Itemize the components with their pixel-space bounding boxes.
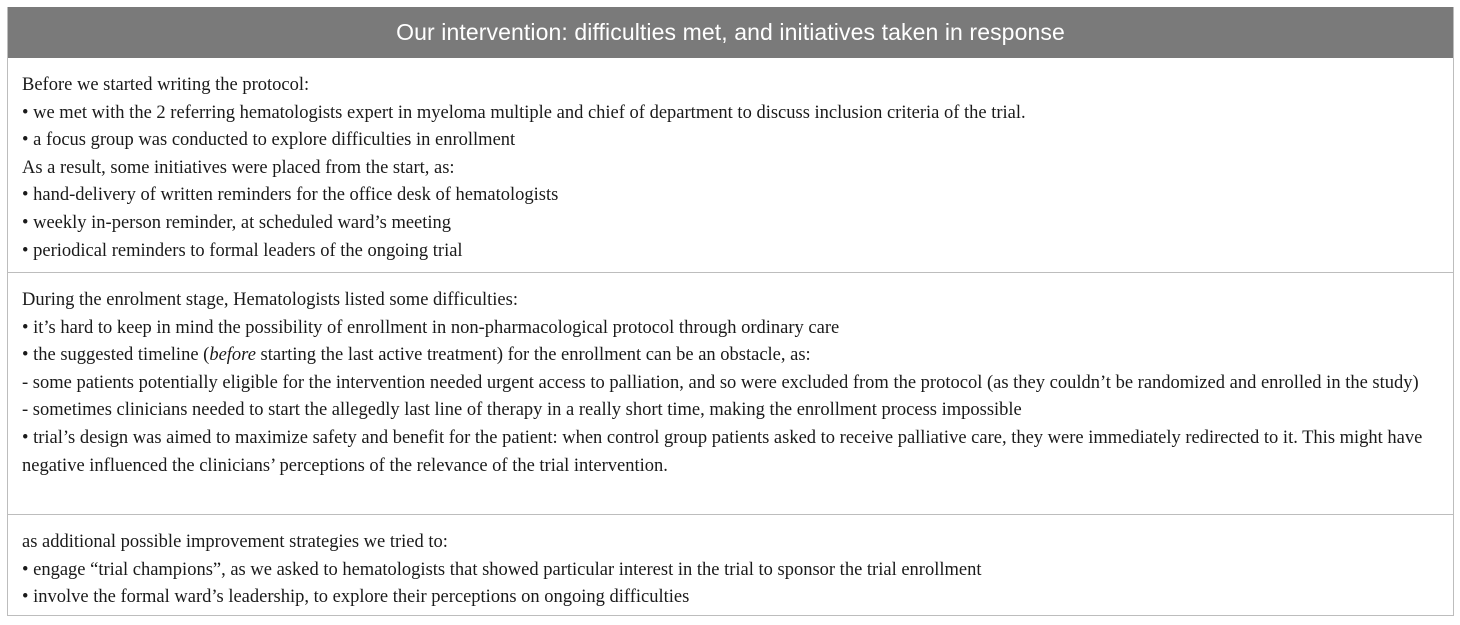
emphasis-text: before [209,345,256,366]
list-item [22,342,1439,370]
section-enrolment-difficulties [8,272,1453,514]
list-item: • it’s hard to keep in mind the possibility of enrollment in non-pharmacological protocol through ordinary care [22,317,840,338]
text-segment: • the suggested timeline ( [22,345,210,366]
section-result: As a result, some initiatives were placed from the start, as: [22,157,455,178]
sub-list-item: - some patients potentially eligible for the intervention needed urgent access to palliation, and so were excluded from the protocol (as they couldn’t be randomized and enrolled in the study) [22,372,1419,393]
section-intro: Before we started writing the protocol: [22,75,310,95]
list-item: • hand-delivery of written reminders for the office desk of hematologists [22,185,559,206]
list-item: • involve the formal ward’s leadership, to explore their perceptions on ongoing difficulties [22,587,690,608]
intervention-table [7,7,1454,616]
list-item: • weekly in-person reminder, at scheduled ward’s meeting [22,212,452,233]
list-item: • a focus group was conducted to explore difficulties in enrollment [22,130,516,151]
section-improvement-strategies [8,514,1453,615]
list-item: • we met with the 2 referring hematologists expert in myeloma multiple and chief of department to discuss inclusion criteria of the trial. [22,102,1026,123]
section-intro: During the enrolment stage, Hematologists listed some difficulties: [22,290,518,310]
list-item: • periodical reminders to formal leaders of the ongoing trial [22,240,463,261]
table-header: Our intervention: difficulties met, and initiatives taken in response [8,7,1453,58]
sub-list-item: - sometimes clinicians needed to start the allegedly last line of therapy in a really short time, making the enrollment process impossible [22,400,1022,421]
text-segment: starting the last active treatment) for the enrollment can be an obstacle, as: [255,345,811,366]
list-item: • trial’s design was aimed to maximize safety and benefit for the patient: when control group patients asked to receive palliative care, they were immediately redirected to it. This might have negative influenced the clinicians’ perceptions of the relevance of the trial intervention. [22,427,1423,476]
section-intro: as additional possible improvement strategies we tried to: [22,532,448,552]
list-item: • engage “trial champions”, as we asked to hematologists that showed particular interest in the trial to sponsor the trial enrollment [22,559,982,580]
section-before-protocol [8,58,1453,272]
